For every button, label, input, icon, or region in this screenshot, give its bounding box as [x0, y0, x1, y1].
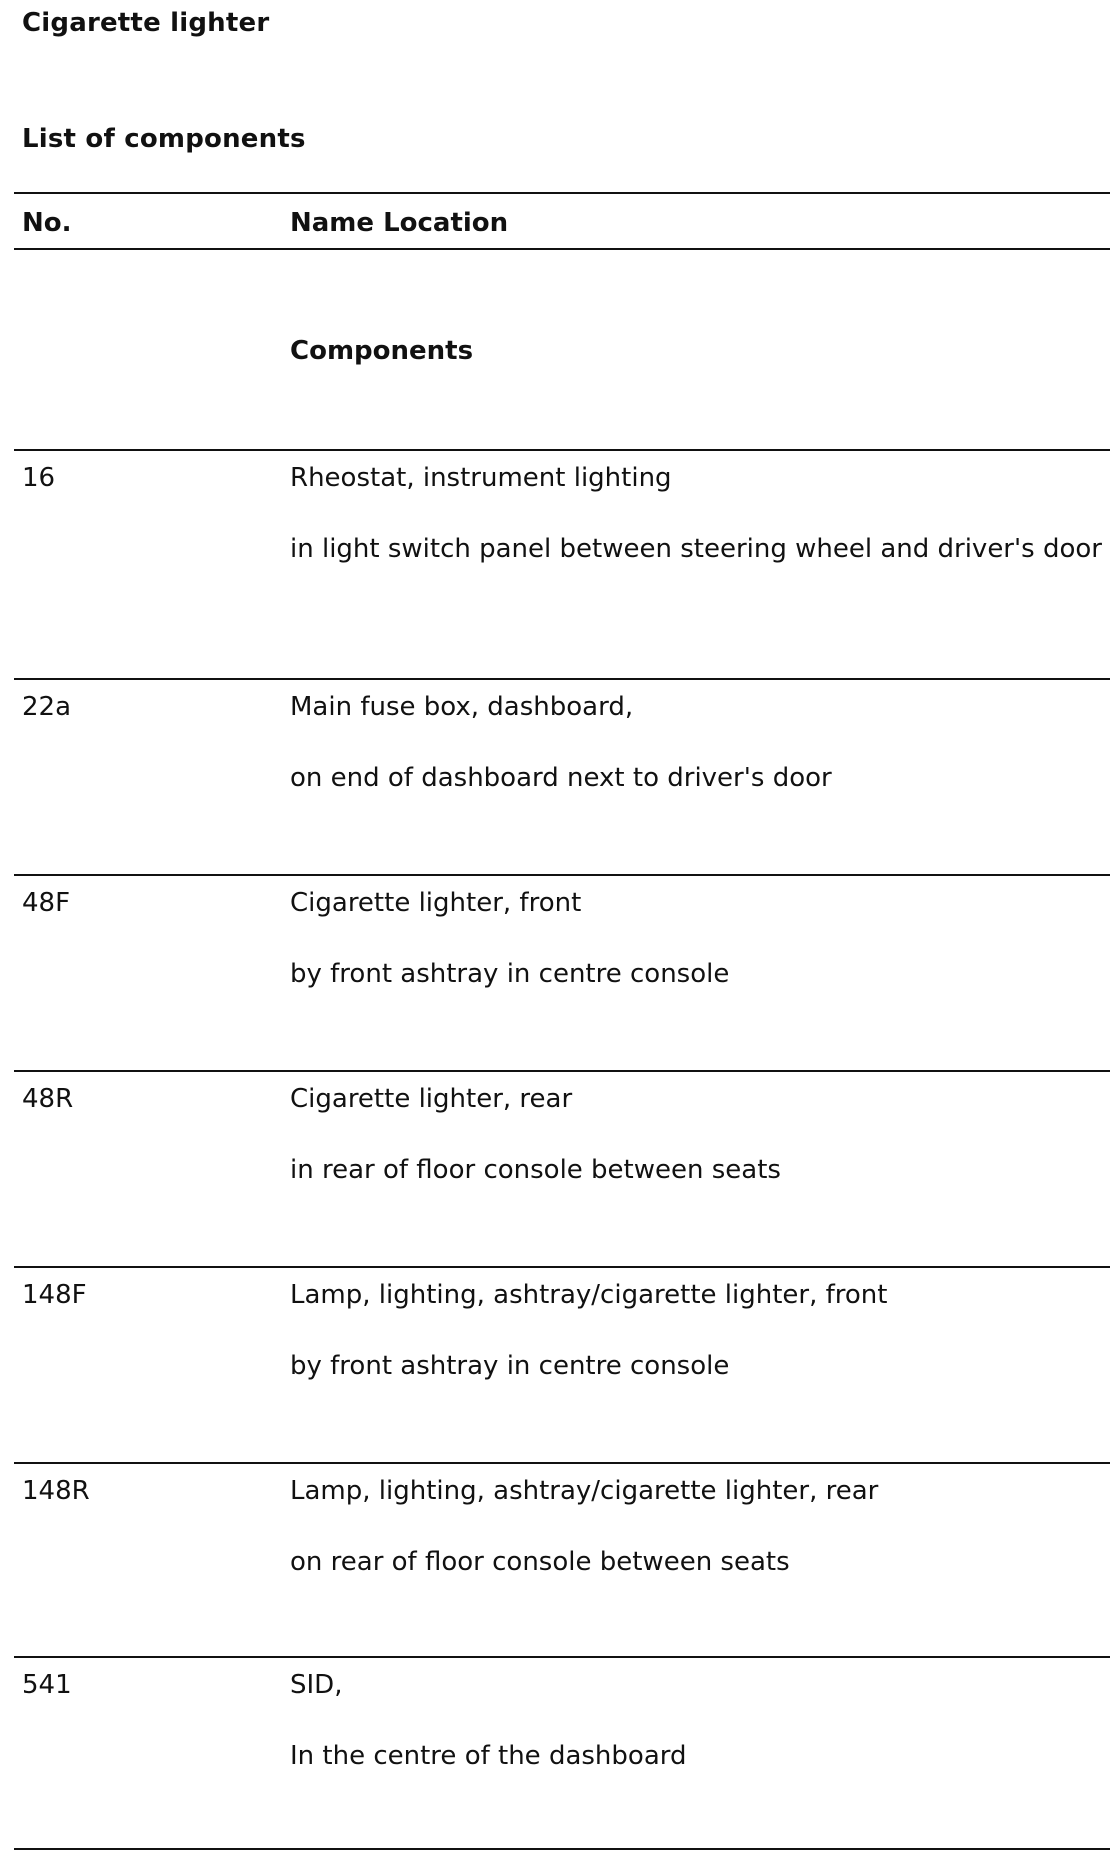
component-location: in light switch panel between steering wheel and driver's door: [290, 534, 1102, 564]
component-name: Main fuse box, dashboard,: [290, 692, 634, 722]
component-location: in rear of floor console between seats: [290, 1155, 781, 1185]
row-divider: [14, 449, 1110, 451]
row-divider: [14, 1266, 1110, 1268]
component-location: on end of dashboard next to driver's door: [290, 763, 832, 793]
component-name: SID,: [290, 1670, 343, 1700]
column-header-name-location: Name Location: [290, 208, 509, 238]
component-name: Cigarette lighter, front: [290, 888, 582, 918]
row-divider: [14, 1462, 1110, 1464]
component-number: 148F: [22, 1280, 87, 1310]
component-location: by front ashtray in centre console: [290, 1351, 730, 1381]
component-location: In the centre of the dashboard: [290, 1741, 687, 1771]
component-number: 22a: [22, 692, 72, 722]
component-number: 48R: [22, 1084, 74, 1114]
table-subheading: Components: [290, 336, 474, 366]
table-top-rule: [14, 192, 1110, 194]
component-name: Cigarette lighter, rear: [290, 1084, 573, 1114]
row-divider: [14, 1070, 1110, 1072]
table-bottom-rule: [14, 1848, 1110, 1850]
component-number: 16: [22, 463, 56, 493]
row-divider: [14, 678, 1110, 680]
component-name: Lamp, lighting, ashtray/cigarette lighter, front: [290, 1280, 888, 1310]
component-number: 541: [22, 1670, 72, 1700]
component-name: Rheostat, instrument lighting: [290, 463, 672, 493]
component-location: on rear of floor console between seats: [290, 1547, 790, 1577]
component-location: by front ashtray in centre console: [290, 959, 730, 989]
row-divider: [14, 874, 1110, 876]
header-bottom-rule: [14, 248, 1110, 250]
component-number: 148R: [22, 1476, 90, 1506]
section-title: List of components: [22, 124, 306, 154]
component-number: 48F: [22, 888, 71, 918]
row-divider: [14, 1656, 1110, 1658]
column-header-no: No.: [22, 208, 72, 238]
page-title: Cigarette lighter: [22, 8, 270, 38]
component-name: Lamp, lighting, ashtray/cigarette lighter, rear: [290, 1476, 879, 1506]
